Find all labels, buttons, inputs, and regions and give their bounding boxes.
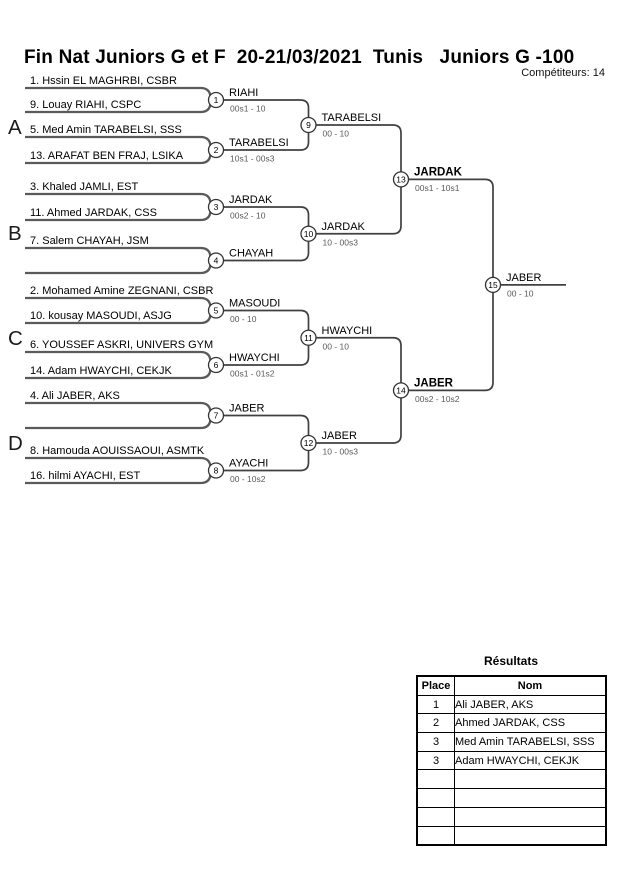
match-winner-label: RIAHI [229,87,259,99]
bracket-entry-line [25,263,211,273]
results-row [417,733,606,752]
bracket-entry-line [25,137,211,147]
match-score: 00 - 10 [230,314,257,324]
bracket-entry-line [25,194,211,204]
bracket-entry-label: 7. Salem CHAYAH, JSM [30,235,149,247]
bracket-entry-label: 8. Hamouda AOUISSAOUI, ASMTK [30,445,205,457]
match-winner-label: JABER [321,430,357,442]
match-winner-label: TARABELSI [321,112,382,124]
match-number: 9 [306,120,311,130]
results-row [417,751,606,770]
match-number: 3 [213,202,219,212]
results-place-cell [417,826,455,845]
results-title: Résultats [483,654,539,668]
results-row [417,826,606,845]
bracket-entry-line [25,248,211,258]
results-name-cell: Ahmed JARDAK, CSS [455,714,607,733]
results-place-cell [417,789,455,808]
bracket-entry-line [25,298,211,308]
bracket-entry-line [25,88,211,98]
results-place-cell [417,807,455,826]
match-winner-label: TARABELSI [229,137,289,149]
results-name-cell: Ali JABER, AKS [455,695,607,714]
results-name-cell [455,807,607,826]
winner-connector-line [224,416,309,441]
bracket-entry-label: 11. Ahmed JARDAK, CSS [30,207,157,219]
bracket-entry-label: 2. Mohamed Amine ZEGNANI, CSBR [30,285,214,297]
bracket-entry-line [25,458,211,468]
results-name-cell [455,789,607,808]
match-score: 00s1 - 01s2 [230,368,275,379]
section-label-d: D [8,432,23,455]
bracket-entry-label: 4. Ali JABER, AKS [30,390,120,402]
match-winner-label: JARDAK [414,166,462,179]
results-name-cell: Adam HWAYCHI, CEKJK [455,751,607,770]
match-score: 00 - 10s2 [230,474,266,484]
match-score: 00s1 - 10 [230,103,266,114]
match-score: 00s2 - 10s2 [415,393,460,404]
match-score: 00s2 - 10 [230,210,266,221]
results-row [417,807,606,826]
bracket-entry-label: 14. Adam HWAYCHI, CEKJK [30,365,172,377]
match-number: 11 [304,332,313,343]
match-score: 00 - 10 [322,341,349,352]
match-number: 5 [213,305,219,316]
match-winner-label: HWAYCHI [321,324,373,337]
results-place-cell: 1 [417,695,455,714]
bracket-entry-line [25,403,211,413]
match-winner-label: JARDAK [321,220,365,233]
results-place-cell: 3 [417,733,455,752]
bracket-entry-label: 6. YOUSSEF ASKRI, UNIVERS GYM [30,339,214,351]
match-number: 14 [396,385,406,396]
page-title: Fin Nat Juniors G et F 20-21/03/2021 Tunis Juniors G -100 [24,47,575,68]
match-number: 8 [213,465,219,476]
bracket-entry-label: 16. hilmi AYACHI, EST [30,470,141,482]
section-label-c: C [8,327,23,350]
match-winner-label: AYACHI [229,457,269,470]
match-winner-label: JARDAK [229,194,273,206]
bracket-entry-label: 13. ARAFAT BEN FRAJ, LSIKA [30,150,184,162]
results-row [417,714,606,733]
match-number: 13 [396,174,406,185]
bracket-entry-line [25,418,211,428]
results-place-cell [417,770,455,789]
results-row [417,770,606,789]
match-winner-label: CHAYAH [229,247,274,260]
results-header-nom: Nom [455,676,607,695]
results-header-row [417,676,606,695]
match-score: 10 - 00s3 [322,237,358,248]
match-score: 10s1 - 00s3 [230,153,275,164]
results-name-cell [455,826,607,845]
competitors-count-label: Compétiteurs: 14 [521,67,605,79]
results-place-cell: 3 [417,751,455,770]
match-score: 00 - 10 [507,288,534,299]
match-number: 12 [303,438,314,448]
results-place-cell: 2 [417,714,455,733]
match-winner-label: MASOUDI [229,297,281,310]
bracket-entry-line [25,352,211,362]
bracket-entry-label: 10. kousay MASOUDI, ASJG [30,310,172,322]
winner-connector-line [409,179,494,282]
results-header-place: Place [417,676,455,695]
section-label-a: A [8,116,22,139]
match-score: 10 - 00s3 [322,446,358,457]
results-name-cell: Med Amin TARABELSI, SSS [455,733,607,752]
match-score: 00 - 10 [322,128,349,139]
match-number: 15 [488,279,498,290]
match-winner-label: HWAYCHI [229,352,280,364]
match-winner-label: JABER [229,402,265,415]
bracket-entry-label: 5. Med Amin TARABELSI, SSS [30,124,182,136]
match-number: 7 [213,410,219,421]
results-table [416,675,607,846]
match-number: 2 [213,145,219,155]
results-row [417,789,606,808]
match-winner-label: JABER [506,271,542,284]
bracket-entry-label: 3. Khaled JAMLI, EST [30,181,139,193]
results-row [417,695,606,714]
match-winner-label: JABER [414,377,453,390]
match-number: 6 [213,360,219,370]
bracket-entry-label: 9. Louay RIAHI, CSPC [30,99,142,111]
bracket-entry-label: 1. Hssin EL MAGHRBI, CSBR [30,75,177,87]
match-number: 4 [213,255,219,266]
winner-connector-line [409,288,494,391]
match-number: 1 [213,95,219,105]
match-number: 10 [303,228,314,239]
results-name-cell [455,770,607,789]
match-score: 00s1 - 10s1 [415,182,460,193]
section-label-b: B [8,222,22,245]
